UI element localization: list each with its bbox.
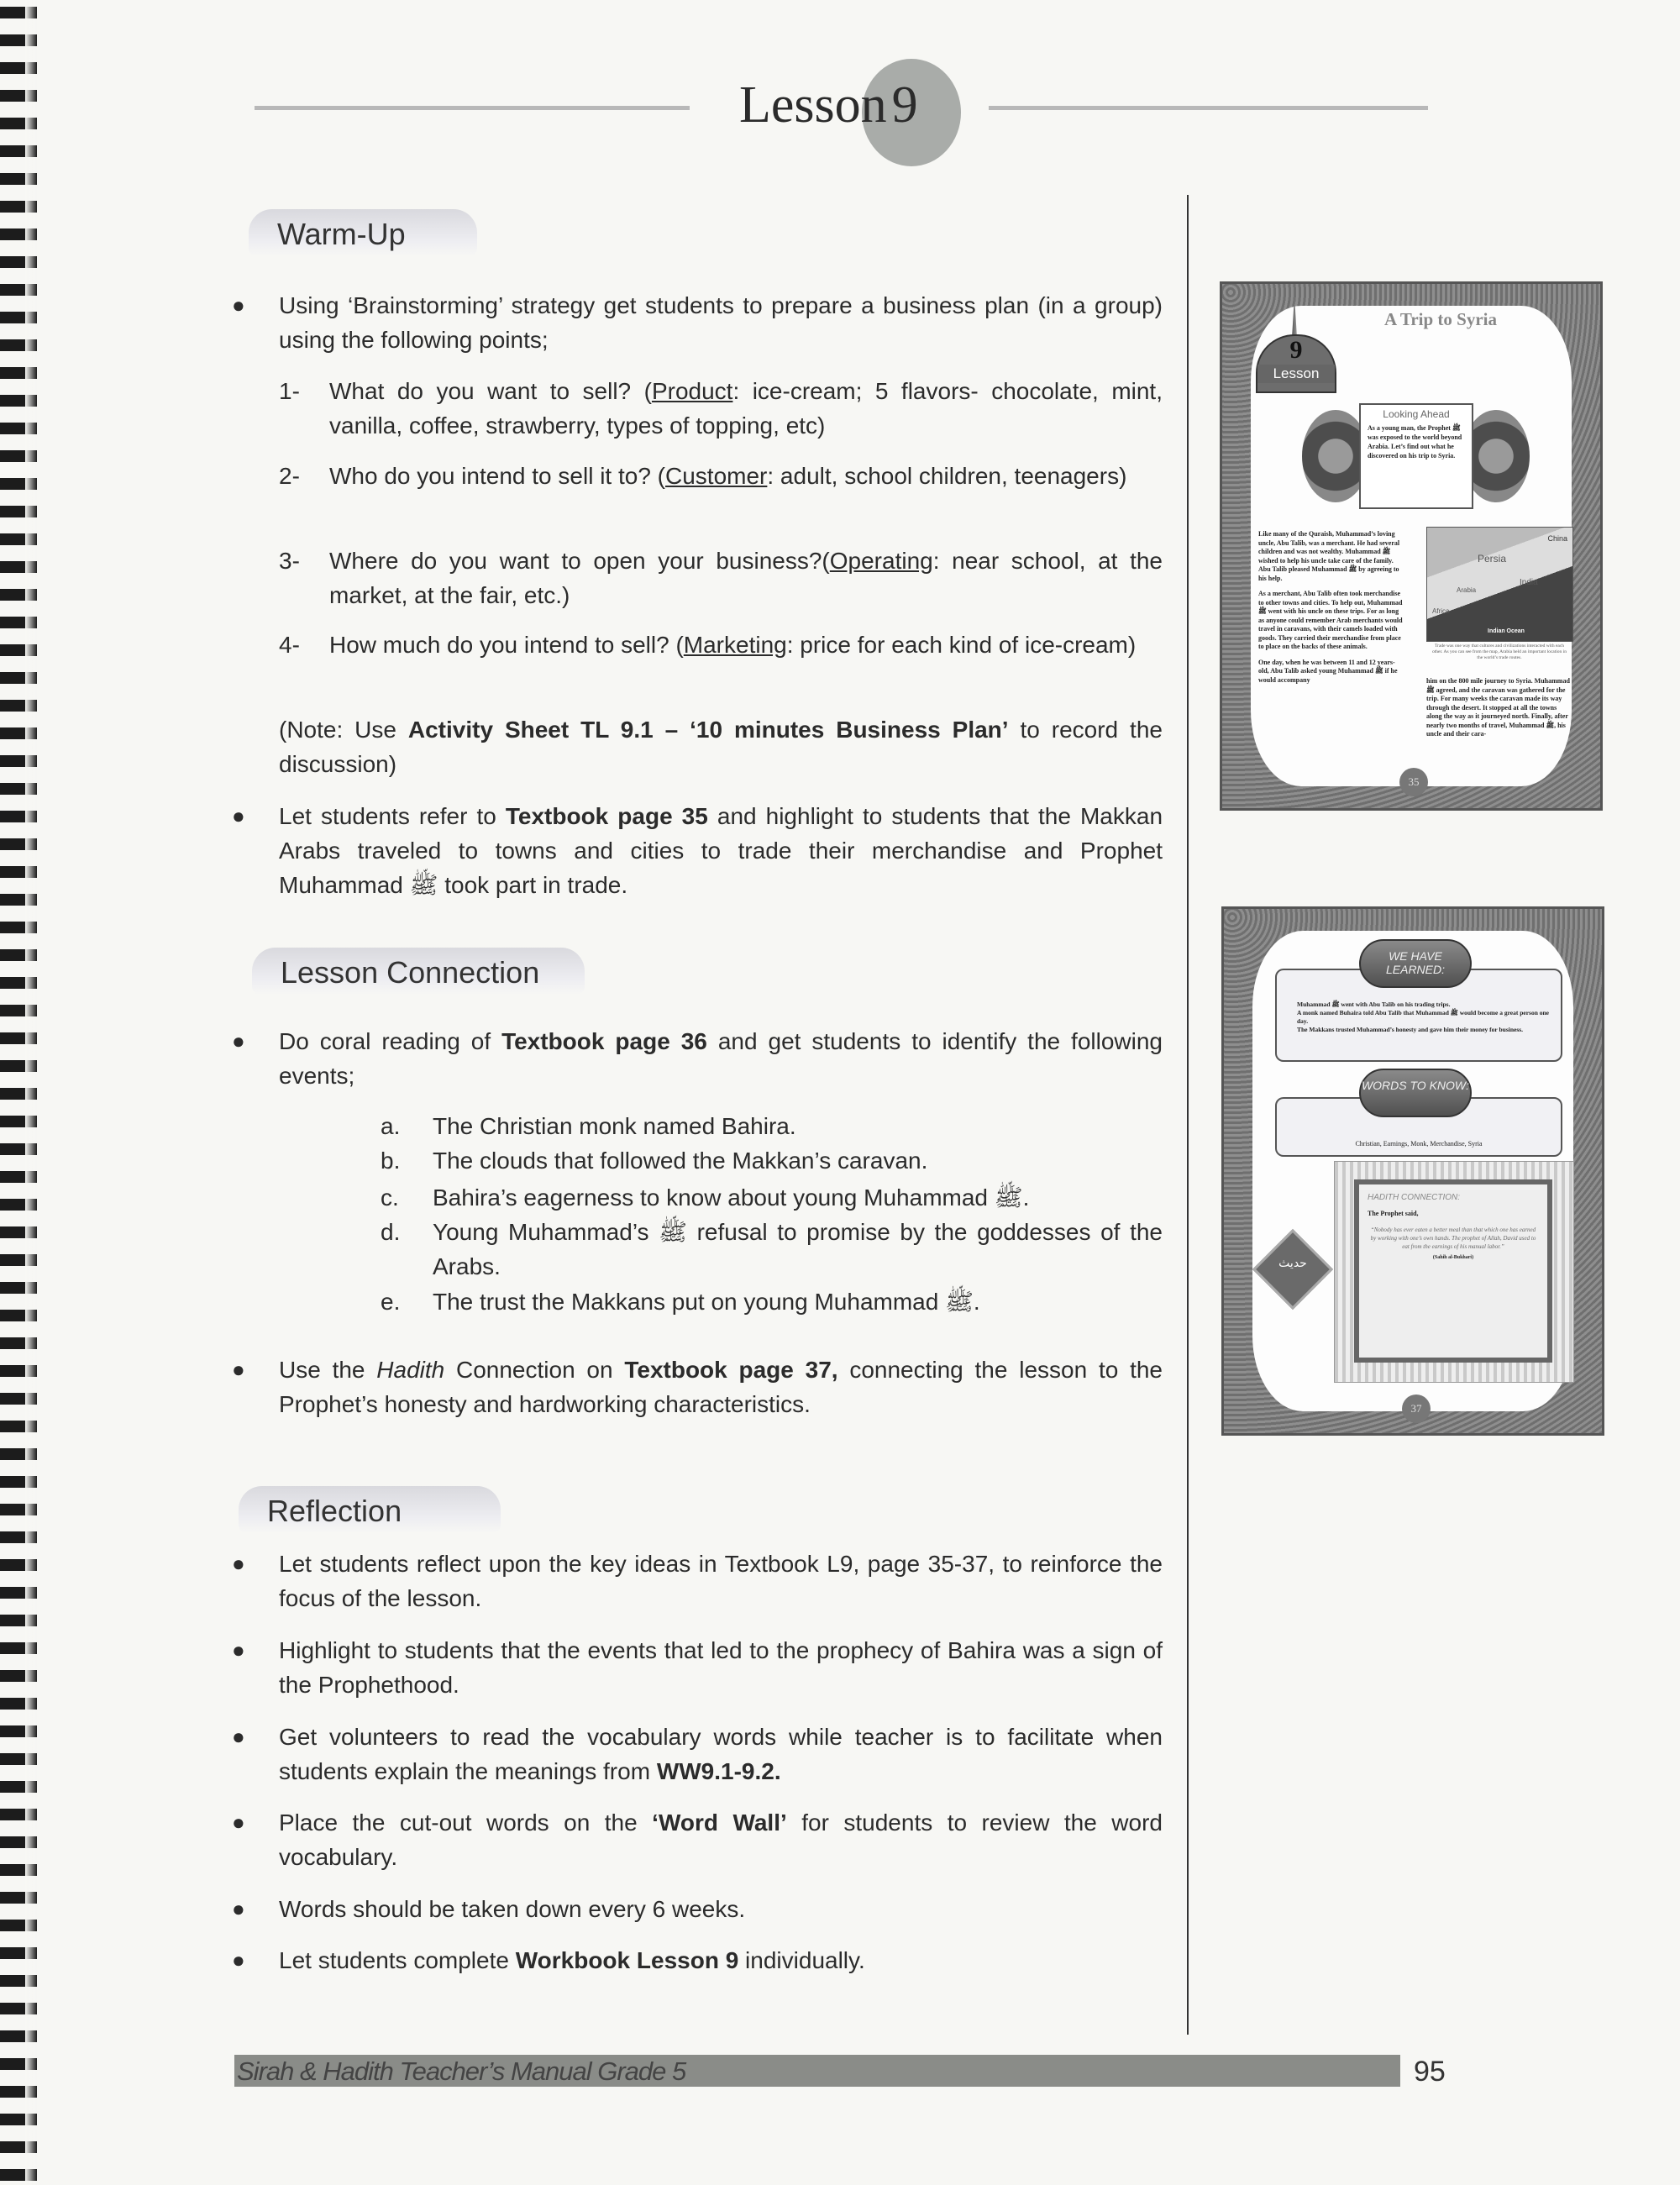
point-number: 2- <box>279 463 300 489</box>
text-run: How much do you intend to sell? ( <box>329 632 684 658</box>
point-text <box>329 544 1163 612</box>
hadith-source: (Sahih al-Bukhari) <box>1432 1255 1474 1260</box>
text-run: Do coral reading of <box>279 1028 502 1054</box>
map-label: India <box>1520 578 1538 587</box>
warm-up-instruction <box>279 288 1163 357</box>
spiral-binding <box>0 0 37 2185</box>
text-run: Product <box>651 378 733 404</box>
bullet-icon: ● <box>232 292 245 318</box>
text-run: Let students reflect upon the key ideas in Textbook L9, page 35-37, to reinforce the focus of the lesson. <box>279 1551 1163 1611</box>
text-run: ‘Word Wall’ <box>652 1809 787 1836</box>
point-text <box>329 628 1163 662</box>
text-run: Customer <box>665 463 768 489</box>
map-label: Africa <box>1432 607 1450 615</box>
text-run: Highlight to students that the events that led to the prophecy of Bahira was a sign of the Prophethood. <box>279 1637 1163 1698</box>
event-text: The Christian monk named Bahira. <box>433 1113 796 1139</box>
learned-item: The Makkans trusted Muhammad’s honesty and gave him their money for business. <box>1297 1026 1524 1033</box>
bullet-icon: ● <box>232 803 245 828</box>
textbook-page-37-thumbnail <box>1221 906 1604 1436</box>
lesson-connection-instruction <box>279 1024 1163 1093</box>
text-run: Words should be taken down every 6 weeks. <box>279 1896 746 1922</box>
badge-label: Lesson <box>1257 365 1335 383</box>
looking-ahead-text: As a young man, the Prophet ﷺ was exposed to the world beyond Arabia. Let’s find out what he discovered on his trip to Syria. <box>1368 424 1462 460</box>
hadith-quote: “Nobody has ever eaten a better meal than that which one has earned by working with one’s own hands. The prophet of Allah, David used to eat from the earnings of his manual labor.” <box>1370 1226 1536 1250</box>
event-text: Young Muhammad’s ﷺ refusal to promise by the goddesses of the Arabs. <box>433 1219 1163 1279</box>
bullet-icon: ● <box>232 1947 245 1972</box>
event-letter: d. <box>381 1219 401 1245</box>
warm-up-textbook-reference <box>279 799 1163 902</box>
text-run: for students to review the word vocabulary. <box>279 1809 1163 1870</box>
vocabulary-words: Christian, Earnings, Monk, Merchandise, Syria <box>1355 1140 1483 1148</box>
title-rule-right <box>989 106 1428 110</box>
paragraph: One day, when he was between 11 and 12 years-old, Abu Talib asked young Muhammad ﷺ if he would accompany <box>1258 658 1398 684</box>
learned-list <box>1297 1001 1552 1034</box>
text-run: to record the discussion) <box>279 717 1163 777</box>
badge-number: 9 <box>1289 336 1303 364</box>
text-run: Where do you want to open your business?( <box>329 548 830 574</box>
text-run: Let students refer to <box>279 803 506 829</box>
text-run: Operating <box>829 548 933 574</box>
bullet-icon: ● <box>232 1724 245 1749</box>
text-run: Place the cut-out words on the <box>279 1809 653 1836</box>
point-number: 1- <box>279 378 300 404</box>
textbook-title: A Trip to Syria <box>1384 309 1497 329</box>
section-heading-warm-up: Warm-Up <box>249 209 477 256</box>
paragraph: Like many of the Quraish, Muhammad’s loving uncle, Abu Talib, was a merchant. He had several children and was not wealthy. Muhammad ﷺ wished to help his uncle take care of the family. Abu Talib pleased Muhammad ﷺ by agreeing to his help. <box>1258 530 1400 582</box>
text-run: WW9.1-9.2. <box>656 1758 781 1784</box>
hadith-connection-instruction <box>279 1352 1163 1421</box>
reflection-item <box>279 1805 1163 1874</box>
lesson-badge <box>1256 334 1336 393</box>
event-letter: c. <box>381 1184 399 1211</box>
textbook-page-35-thumbnail <box>1220 281 1603 811</box>
text-run: Activity Sheet TL 9.1 – ‘10 minutes Business Plan’ <box>407 717 1009 743</box>
point-number: 3- <box>279 548 300 574</box>
text-run: Use the <box>279 1357 377 1383</box>
text-run: : ice-cream; 5 flavors- chocolate, mint, vanilla, coffee, strawberry, types of topping, etc) <box>329 378 1163 439</box>
text-run: Let students complete <box>279 1947 516 1973</box>
text-run: : price for each kind of ice-cream) <box>786 632 1137 658</box>
text-run: Connection on <box>444 1357 625 1383</box>
event-text: The clouds that followed the Makkan’s caravan. <box>433 1148 928 1174</box>
footer-book-title: Sirah & Hadith Teacher’s Manual Grade 5 <box>237 2056 686 2086</box>
event-letter: a. <box>381 1113 401 1139</box>
bullet-icon: ● <box>232 1357 245 1382</box>
text-run: (Note: Use <box>279 717 408 743</box>
point-text <box>329 459 1163 493</box>
map-caption: Trade was one way that cultures and civilizations interacted with each other. As you can see from the map, Arabia held an important location in the world’s trade routes. <box>1432 643 1567 660</box>
hadith-badge-label: حديث <box>1278 1257 1307 1270</box>
map-label: China <box>1547 534 1567 543</box>
section-heading-lesson-connection: Lesson Connection <box>252 948 585 995</box>
looking-ahead-box <box>1359 403 1473 509</box>
text-column-right: him on the 800 mile journey to Syria. Muhammad ﷺ agreed, and the caravan was gathered for the trip. For many weeks the caravan made its way through the desert. It stopped at all the towns along the way as it journeyed north. Finally, after nearly two months of travel, Muhammad ﷺ, his uncle and their cara- <box>1426 677 1570 738</box>
text-run: What do you want to sell? ( <box>329 378 652 404</box>
text-run: : adult, school children, teenagers) <box>767 463 1127 489</box>
learned-item: Muhammad ﷺ went with Abu Talib on his trading trips. <box>1297 1001 1451 1008</box>
textbook-page-number: 35 <box>1399 768 1428 796</box>
page-number: 95 <box>1414 2056 1446 2088</box>
text-column-left <box>1258 530 1403 685</box>
bullet-icon: ● <box>232 1809 245 1835</box>
text-run: Get volunteers to read the vocabulary words while teacher is to facilitate when students explain the meanings from <box>279 1724 1163 1784</box>
words-to-know-banner: WORDS TO KNOW: <box>1359 1069 1472 1117</box>
text-run: connecting the lesson to the Prophet’s honesty and hardworking characteristics. <box>279 1357 1163 1417</box>
event-text: The trust the Makkans put on young Muhammad ﷺ. <box>433 1289 980 1315</box>
text-run: Workbook Lesson 9 <box>515 1947 739 1973</box>
title-rule-left <box>255 106 690 110</box>
hadith-intro: The Prophet said, <box>1368 1210 1419 1217</box>
reflection-item <box>279 1943 1163 1978</box>
warm-up-note <box>279 712 1163 781</box>
reflection-item <box>279 1633 1163 1702</box>
map-label: Persia <box>1478 553 1507 565</box>
reflection-item <box>279 1547 1163 1615</box>
text-run: : near school, at the market, at the fair, etc.) <box>329 548 1163 608</box>
paragraph: As a merchant, Abu Talib often took merchandise to other towns and cities. To help out, Muhammad ﷺ went with his uncle on these trips. For as long as anyone could remember Arab merchants would travel in caravans, with their camels loaded with goods. They carried their merchandise from place to place on the backs of these animals. <box>1258 590 1403 650</box>
reflection-item <box>279 1892 1163 1926</box>
text-run: Who do you intend to sell it to? ( <box>329 463 665 489</box>
learned-item: A monk named Buhaira told Abu Talib that Muhammad ﷺ would become a great person one day. <box>1297 1009 1550 1025</box>
text-run: individually. <box>738 1947 865 1973</box>
point-text <box>329 374 1163 443</box>
hadith-title: HADITH CONNECTION: <box>1368 1193 1460 1202</box>
text-run: Marketing <box>683 632 787 658</box>
reflection-item <box>279 1720 1163 1788</box>
bullet-icon: ● <box>232 1551 245 1576</box>
text-run: Textbook page 35 <box>505 803 708 829</box>
map-label: Indian Ocean <box>1488 628 1525 634</box>
bullet-icon: ● <box>232 1896 245 1921</box>
event-text: Bahira’s eagerness to know about young Muhammad ﷺ. <box>433 1184 1030 1211</box>
bullet-icon: ● <box>232 1028 245 1053</box>
hadith-connection-box <box>1354 1179 1552 1363</box>
trade-route-map <box>1426 527 1573 642</box>
looking-ahead-title: Looking Ahead <box>1383 408 1450 420</box>
column-divider <box>1187 195 1189 2035</box>
text-run: Textbook page 37, <box>624 1357 838 1383</box>
text-run: Textbook page 36 <box>501 1028 707 1054</box>
event-letter: e. <box>381 1289 401 1315</box>
text-run: Using ‘Brainstorming’ strategy get students to prepare a business plan (in a group) using the following points; <box>279 292 1163 353</box>
textbook-page-number: 37 <box>1402 1395 1431 1423</box>
title-word: Lesson <box>739 76 887 134</box>
section-heading-reflection: Reflection <box>239 1486 501 1533</box>
event-letter: b. <box>381 1148 401 1174</box>
lesson-number: 9 <box>891 76 918 134</box>
point-number: 4- <box>279 632 300 658</box>
text-run: Hadith <box>376 1357 445 1383</box>
page-title <box>739 76 918 135</box>
bullet-icon: ● <box>232 1637 245 1662</box>
text-run: and get students to identify the following events; <box>279 1028 1163 1089</box>
map-label: Arabia <box>1457 586 1477 594</box>
text-run: and highlight to students that the Makkan Arabs traveled to towns and cities to trade their merchandise and Prophet Muhammad ﷺ took part in trade. <box>279 803 1163 898</box>
we-have-learned-banner: WE HAVE LEARNED: <box>1359 939 1472 988</box>
